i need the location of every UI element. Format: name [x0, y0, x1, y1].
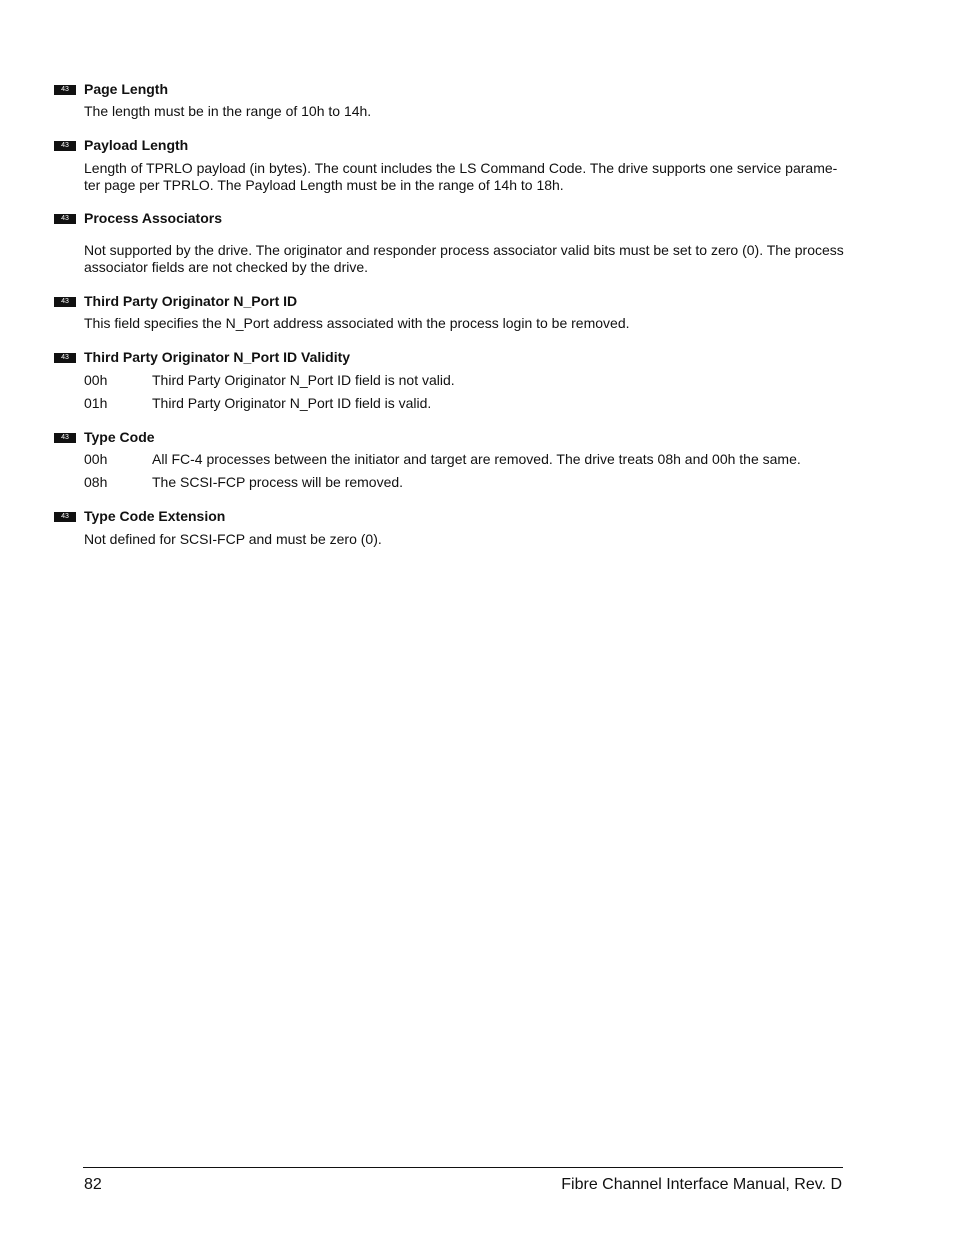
- field-description: This field specifies the N_Port address associated with the process login to be removed.: [84, 315, 630, 331]
- value-description: Third Party Originator N_Port ID field is valid.: [152, 395, 432, 411]
- revision-badge: 43: [54, 297, 76, 307]
- field-description: Length of TPRLO payload (in bytes). The count includes the LS Command Code. The drive supports one service parame-ter page per TPRLO. The Payload Length must be in the range of 14h to 18h.: [84, 160, 838, 193]
- field-title: Third Party Originator N_Port ID Validity: [84, 349, 351, 365]
- field-description: The length must be in the range of 10h to 14h.: [84, 103, 372, 119]
- value-code: 00h: [84, 372, 108, 388]
- field-entry-type-code: [54, 428, 854, 491]
- field-title: Third Party Originator N_Port ID: [84, 293, 298, 309]
- value-code: 00h: [84, 451, 108, 467]
- document-title: Fibre Channel Interface Manual, Rev. D: [561, 1176, 842, 1193]
- field-description: Not defined for SCSI-FCP and must be zero (0).: [84, 531, 382, 547]
- value-row: [84, 372, 854, 389]
- value-description: All FC-4 processes between the initiator and target are removed. The drive treats 08h and 00h the same.: [152, 451, 801, 467]
- field-title: Type Code Extension: [84, 508, 226, 524]
- field-title: Payload Length: [84, 137, 189, 153]
- page-number: 82: [84, 1176, 102, 1193]
- value-code: 08h: [84, 474, 108, 490]
- field-description: Not supported by the drive. The originator and responder process associator valid bits must be set to zero (0). The process associator fields are not checked by the drive.: [84, 242, 844, 275]
- revision-badge: 43: [54, 512, 76, 522]
- value-row: [84, 474, 854, 491]
- footer-divider: [83, 1167, 843, 1168]
- revision-badge: 43: [54, 214, 76, 224]
- value-description: Third Party Originator N_Port ID field is not valid.: [152, 372, 455, 388]
- field-title: Process Associators: [84, 210, 222, 226]
- field-entry-third-party-originator-nport-id: [54, 292, 854, 332]
- revision-badge: 43: [54, 141, 76, 151]
- revision-badge: 43: [54, 85, 76, 95]
- value-row: [84, 451, 854, 468]
- revision-badge: 43: [54, 353, 76, 363]
- value-code: 01h: [84, 395, 108, 411]
- field-entry-payload-length: [54, 136, 854, 194]
- field-entry-nport-id-validity: [54, 348, 854, 412]
- field-entry-type-code-extension: [54, 507, 854, 548]
- value-description: The SCSI-FCP process will be removed.: [152, 474, 404, 490]
- field-entry-process-associators: [54, 209, 854, 276]
- field-title: Page Length: [84, 81, 169, 97]
- value-row: [84, 395, 854, 412]
- field-title: Type Code: [84, 429, 155, 445]
- revision-badge: 43: [54, 433, 76, 443]
- field-entry-page-length: [54, 80, 854, 120]
